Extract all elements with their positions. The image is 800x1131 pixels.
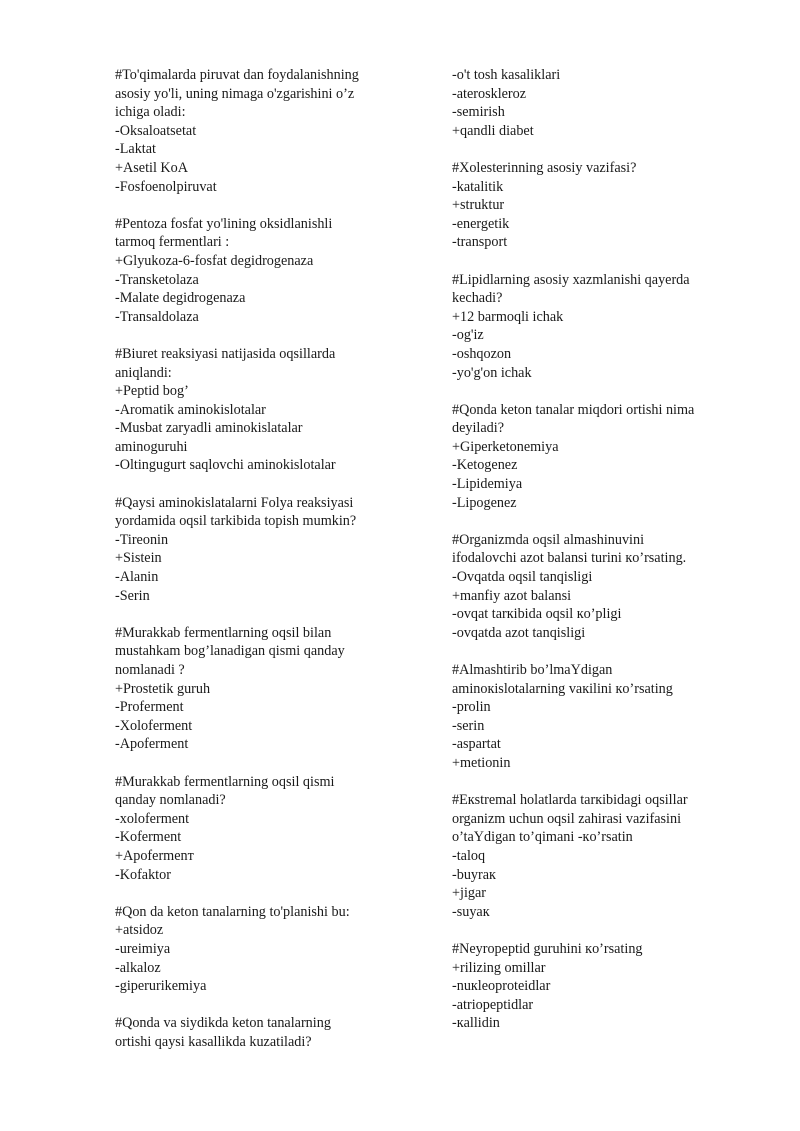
answer-option: +12 barmoqli ichak	[452, 308, 564, 325]
answer-option: -Proferment	[115, 699, 184, 716]
answer-option: -suyaк	[452, 903, 490, 920]
answer-option: -кallidin	[452, 1015, 500, 1032]
question-text: #Neyropeptid guruhini кo’rsating	[452, 940, 643, 957]
question-text: #Xolesterinning asosiy vazifasi?	[452, 159, 637, 176]
answer-option: -Musbat zaryadli aminokislatalar	[115, 420, 303, 437]
answer-option: +Prostetik guruh	[115, 680, 211, 697]
answer-option: -Ketogenez	[452, 457, 518, 474]
question-block	[115, 1014, 415, 1051]
answer-option: -ateroskleroz	[452, 85, 527, 102]
answer-option: -Oksaloatsetat	[115, 122, 197, 139]
answer-option: +Giperketonemiya	[452, 438, 559, 455]
answer-option: -yo'g'on ichak	[452, 364, 532, 381]
answer-option: -Kofaktor	[115, 866, 171, 883]
answer-option: -Serin	[115, 587, 150, 604]
answer-option: -xoloferment	[115, 810, 190, 827]
answer-option: -oshqozon	[452, 345, 512, 362]
question-text: yordamida oqsil tarkibida topish mumkin?	[115, 513, 357, 530]
question-block	[115, 345, 415, 475]
question-block	[452, 531, 752, 643]
question-text: tarmoq fermentlari :	[115, 234, 230, 251]
answer-option: -Apoferment	[115, 736, 189, 753]
question-text: mustahkam bog’lanadigan qismi qanday	[115, 643, 345, 660]
question-text: #Almashtirib bo’lmaYdigan	[452, 662, 613, 678]
answer-option: -Ovqatda oqsil tanqisligi	[452, 569, 593, 586]
question-block	[115, 66, 415, 196]
question-text: deyiladi?	[452, 420, 504, 437]
answer-option: -buyraк	[452, 866, 496, 883]
question-block	[115, 215, 415, 327]
answer-option: -katalitik	[452, 178, 504, 195]
answer-option: -og'iz	[452, 327, 484, 344]
question-text: nomlanadi ?	[115, 662, 185, 678]
question-text: #Qaysi aminokislatalarni Folya reaksiyasi	[115, 494, 354, 511]
question-text: ortishi qaysi kasallikda kuzatiladi?	[115, 1033, 312, 1050]
answer-option: -ovqatda azot tanqisligi	[452, 624, 586, 641]
question-text: #Qon da keton tanalarning to'planishi bu:	[115, 903, 350, 920]
question-block	[115, 494, 415, 606]
answer-option: -Aromatik aminokislotalar	[115, 401, 266, 418]
question-block	[452, 66, 752, 140]
answer-option: +rilizing omillar	[452, 959, 546, 976]
left-column	[115, 66, 415, 1070]
answer-option: -Lipidemiya	[452, 476, 523, 493]
answer-option: +metionin	[452, 754, 511, 771]
answer-option: -aspartat	[452, 736, 501, 753]
answer-option: -energetik	[452, 215, 510, 232]
question-block	[452, 661, 752, 773]
answer-option: -Lipogenez	[452, 494, 517, 511]
answer-option: -Xoloferment	[115, 717, 193, 734]
question-text: qanday nomlanadi?	[115, 792, 226, 809]
answer-option: +manfiy azot balansi	[452, 587, 572, 604]
answer-option: -Tireonin	[115, 531, 169, 548]
question-block	[452, 940, 752, 1033]
answer-option: -ovqat tarкibida oqsil кo’pligi	[452, 606, 622, 623]
question-text: organizm uchun oqsil zahirasi vazifasini	[452, 810, 682, 827]
answer-option: -alkaloz	[115, 959, 161, 976]
answer-option: -Alanin	[115, 569, 159, 586]
answer-option: -giperurikemiya	[115, 978, 207, 995]
answer-option: -taloq	[452, 847, 486, 864]
answer-option: -Fosfoenolpiruvat	[115, 178, 217, 195]
answer-option: -Koferment	[115, 829, 182, 846]
question-text: #Murakkab fermentlarning oqsil bilan	[115, 624, 332, 641]
answer-option: +struktur	[452, 197, 505, 214]
answer-option: -transport	[452, 234, 508, 251]
answer-option: +Sistein	[115, 550, 162, 567]
question-block	[452, 271, 752, 383]
answer-option: +Glyukoza-6-fosfat degidrogenaza	[115, 252, 314, 269]
question-text: #Qonda keton tanalar miqdori ortishi nima	[452, 401, 695, 418]
question-text: kechadi?	[452, 290, 503, 307]
answer-option: +Peptid bog’	[115, 383, 189, 400]
answer-option: -atriopeptidlar	[452, 996, 534, 1013]
answer-option: +atsidoz	[115, 922, 164, 939]
answer-option: -serin	[452, 717, 485, 734]
answer-option: -o't tosh kasaliklari	[452, 67, 561, 83]
answer-option: -Transaldolaza	[115, 308, 199, 325]
question-text: aniqlandi:	[115, 364, 172, 381]
question-text: ichiga oladi:	[115, 104, 186, 121]
question-text: #Qonda va siydikda keton tanalarning	[115, 1015, 331, 1032]
answer-option: -Laktat	[115, 141, 156, 158]
question-text: #Lipidlarning asosiy xazmlanishi qayerda	[452, 271, 690, 288]
question-block	[115, 773, 415, 885]
question-block	[115, 903, 415, 996]
answer-option: -ureimiya	[115, 940, 171, 957]
question-text: #To'qimalarda piruvat dan foydalanishning	[115, 67, 359, 83]
question-text: #Biuret reaksiyasi natijasida oqsillarda	[115, 345, 336, 362]
question-text: #Murakkab fermentlarning oqsil qismi	[115, 773, 335, 790]
answer-option: -Transketolaza	[115, 271, 199, 288]
answer-option: +qandli diabet	[452, 122, 534, 139]
question-block	[452, 791, 752, 921]
answer-option: -nuкleoproteidlar	[452, 978, 551, 995]
answer-option: -Oltingugurt saqlovchi aminokislotalar	[115, 457, 336, 474]
question-text: ifodalovchi azot balansi turini кo’rsating.	[452, 550, 687, 567]
question-text: #Eкstremal holatlarda tarкibidagi oqsillar	[452, 792, 688, 809]
question-text: #Organizmda oqsil almashinuvini	[452, 531, 645, 548]
answer-option: aminoguruhi	[115, 438, 188, 455]
answer-option: -prolin	[452, 699, 491, 716]
right-column	[452, 66, 752, 1051]
question-text: asosiy yo'li, uning nimaga o'zgarishini o’z	[115, 85, 355, 102]
answer-option: +Asetil KoA	[115, 159, 189, 176]
answer-option: -semirish	[452, 104, 505, 121]
question-text: #Pentoza fosfat yo'lining oksidlanishli	[115, 215, 333, 232]
answer-option: +jigar	[452, 885, 487, 902]
answer-option: +Apofermenт	[115, 847, 194, 864]
question-text: aminoкislotalarning vaкilini кo’rsating	[452, 680, 673, 697]
question-block	[452, 401, 752, 513]
answer-option: -Malate degidrogenaza	[115, 290, 246, 307]
question-text: o’taYdigan to’qimani -кo’rsatin	[452, 829, 633, 846]
question-block	[452, 159, 752, 252]
question-block	[115, 624, 415, 754]
